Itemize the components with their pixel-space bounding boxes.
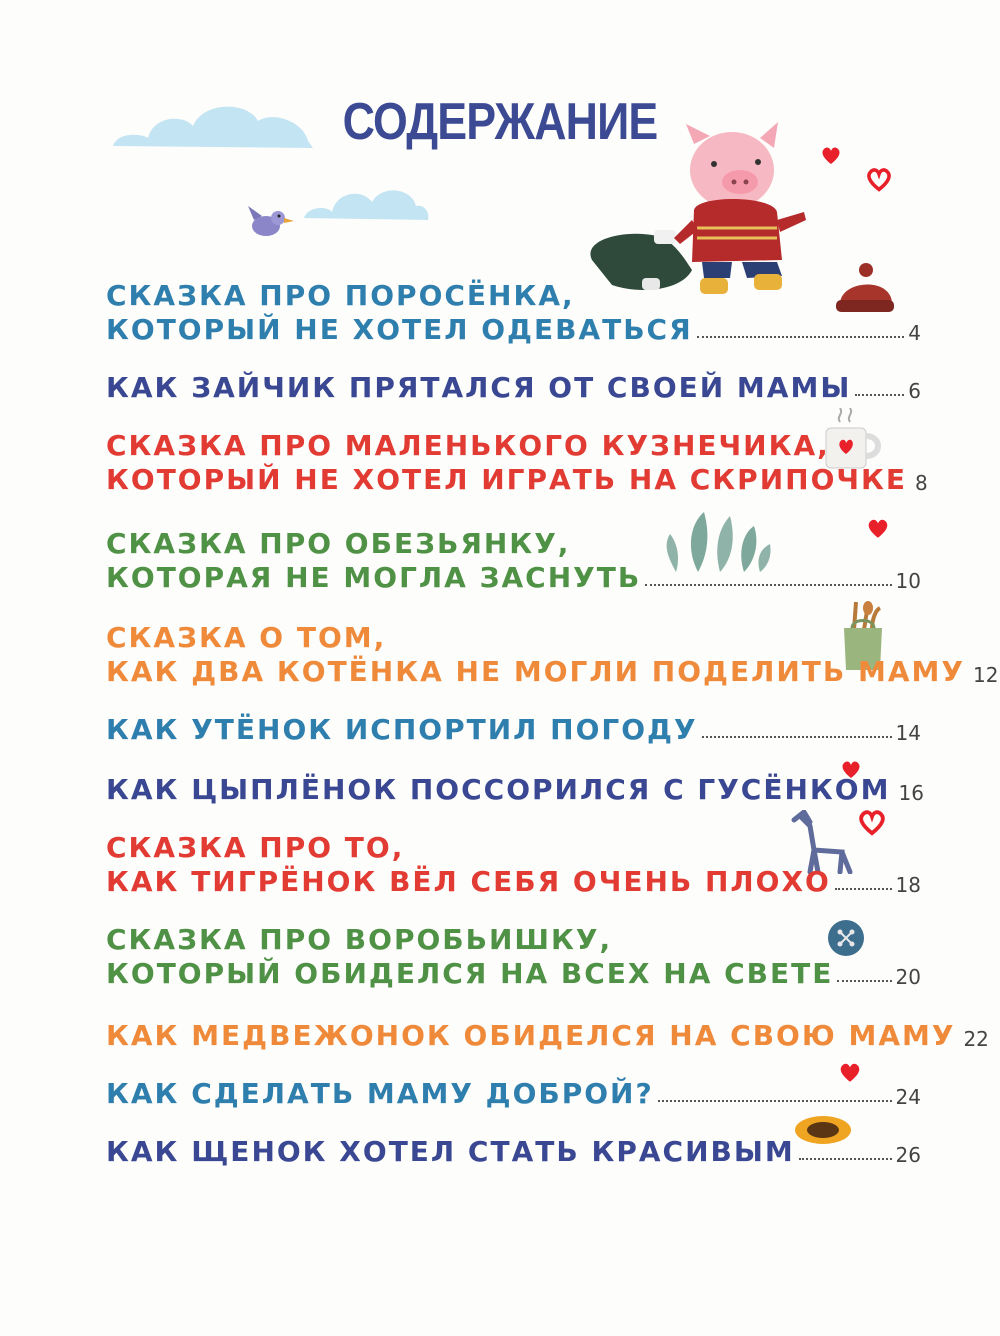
dot-leader: [697, 335, 905, 338]
dot-leader: [837, 979, 891, 982]
toc-entry-line: [106, 428, 921, 464]
dot-leader: [658, 1099, 892, 1102]
dot-leader: [835, 887, 892, 890]
page-title: СОДЕРЖАНИЕ: [342, 93, 658, 151]
dot-leader: [799, 1157, 892, 1160]
page-number: 12: [972, 663, 999, 687]
heart-icon: [866, 168, 892, 192]
dot-leader: [855, 393, 904, 396]
toc-entry-title: КАК ДВА КОТЁНКА НЕ МОГЛИ ПОДЕЛИТЬ МАМУ: [106, 655, 965, 688]
toc-entry-line: [106, 654, 999, 690]
toc-entry-line: [106, 1134, 921, 1170]
toc-entry-title: СКАЗКА ПРО ПОРОСЁНКА,: [106, 279, 575, 312]
page-number: 24: [895, 1085, 921, 1109]
toc-entry-line: [106, 312, 921, 348]
toc-entry[interactable]: [106, 712, 921, 748]
toc-entry-line: [106, 712, 921, 748]
toc-entry-title: СКАЗКА ПРО ВОРОБЬИШКУ,: [106, 923, 613, 956]
toc-entry[interactable]: [106, 1018, 989, 1054]
page-number: 4: [908, 321, 921, 345]
page-number: 18: [895, 873, 921, 897]
toc-entry-line: [106, 620, 921, 656]
toc-entry-title: КАК УТЁНОК ИСПОРТИЛ ПОГОДУ: [106, 713, 698, 746]
page-number: 8: [915, 471, 928, 495]
toc-entry[interactable]: [106, 278, 921, 348]
toc-entry[interactable]: [106, 526, 921, 596]
toc-entry[interactable]: [106, 772, 924, 808]
cloud-icon: [300, 178, 432, 226]
toc-entry-title: КАК ЩЕНОК ХОТЕЛ СТАТЬ КРАСИВЫМ: [106, 1135, 795, 1168]
toc-entry-line: [106, 956, 921, 992]
toc-entry-line: [106, 1018, 989, 1054]
toc-entry-title: СКАЗКА ПРО ОБЕЗЬЯНКУ,: [106, 527, 571, 560]
toc-entry-line: [106, 922, 921, 958]
toc-entry-title: КОТОРАЯ НЕ МОГЛА ЗАСНУТЬ: [106, 561, 642, 594]
toc-entry-title: СКАЗКА ПРО ТО,: [106, 831, 405, 864]
toc-entry[interactable]: [106, 620, 999, 690]
toc-entry-title: КОТОРЫЙ НЕ ХОТЕЛ ИГРАТЬ НА СКРИПОЧКЕ: [106, 463, 908, 496]
dot-leader: [645, 583, 891, 586]
bird-icon: [244, 196, 296, 246]
page-number: 22: [963, 1027, 989, 1051]
toc-entry-title: КОТОРЫЙ ОБИДЕЛСЯ НА ВСЕХ НА СВЕТЕ: [106, 957, 834, 990]
toc-entry-line: [106, 278, 921, 314]
toc-entry[interactable]: [106, 1134, 921, 1170]
toc-entry-line: [106, 864, 921, 900]
toc-entry[interactable]: [106, 370, 921, 406]
toc-entry-line: [106, 560, 921, 596]
toc-entry[interactable]: [106, 1076, 921, 1112]
page-number: 6: [908, 379, 921, 403]
toc-entry-title: СКАЗКА О ТОМ,: [106, 621, 387, 654]
toc-entry-title: КАК МЕДВЕЖОНОК ОБИДЕЛСЯ НА СВОЮ МАМУ: [106, 1019, 956, 1052]
cloud-icon: [108, 96, 318, 156]
page-number: 10: [895, 569, 921, 593]
toc-entry-line: [106, 370, 921, 406]
page-number: 20: [895, 965, 921, 989]
toc-entry-title: КОТОРЫЙ НЕ ХОТЕЛ ОДЕВАТЬСЯ: [106, 313, 693, 346]
heart-icon: [820, 146, 842, 166]
toc-entry-title: КАК ЦЫПЛЁНОК ПОССОРИЛСЯ С ГУСЁНКОМ: [106, 773, 891, 806]
toc-entry-line: [106, 1076, 921, 1112]
toc-entry[interactable]: [106, 830, 921, 900]
toc-entry[interactable]: [106, 428, 928, 498]
page-number: 26: [895, 1143, 921, 1167]
page-number: 14: [895, 721, 921, 745]
toc-entry-line: [106, 526, 921, 562]
toc-entry-title: СКАЗКА ПРО МАЛЕНЬКОГО КУЗНЕЧИКА,: [106, 429, 830, 462]
toc-entry-line: [106, 772, 924, 808]
toc-entry-line: [106, 462, 928, 498]
page-number: 16: [898, 781, 924, 805]
toc-entry-title: КАК ТИГРЁНОК ВЁЛ СЕБЯ ОЧЕНЬ ПЛОХО: [106, 865, 831, 898]
toc-entry-title: КАК СДЕЛАТЬ МАМУ ДОБРОЙ?: [106, 1077, 654, 1110]
toc-entry[interactable]: [106, 922, 921, 992]
toc-entry-line: [106, 830, 921, 866]
dot-leader: [702, 735, 892, 738]
toc-entry-title: КАК ЗАЙЧИК ПРЯТАЛСЯ ОТ СВОЕЙ МАМЫ: [106, 371, 852, 404]
